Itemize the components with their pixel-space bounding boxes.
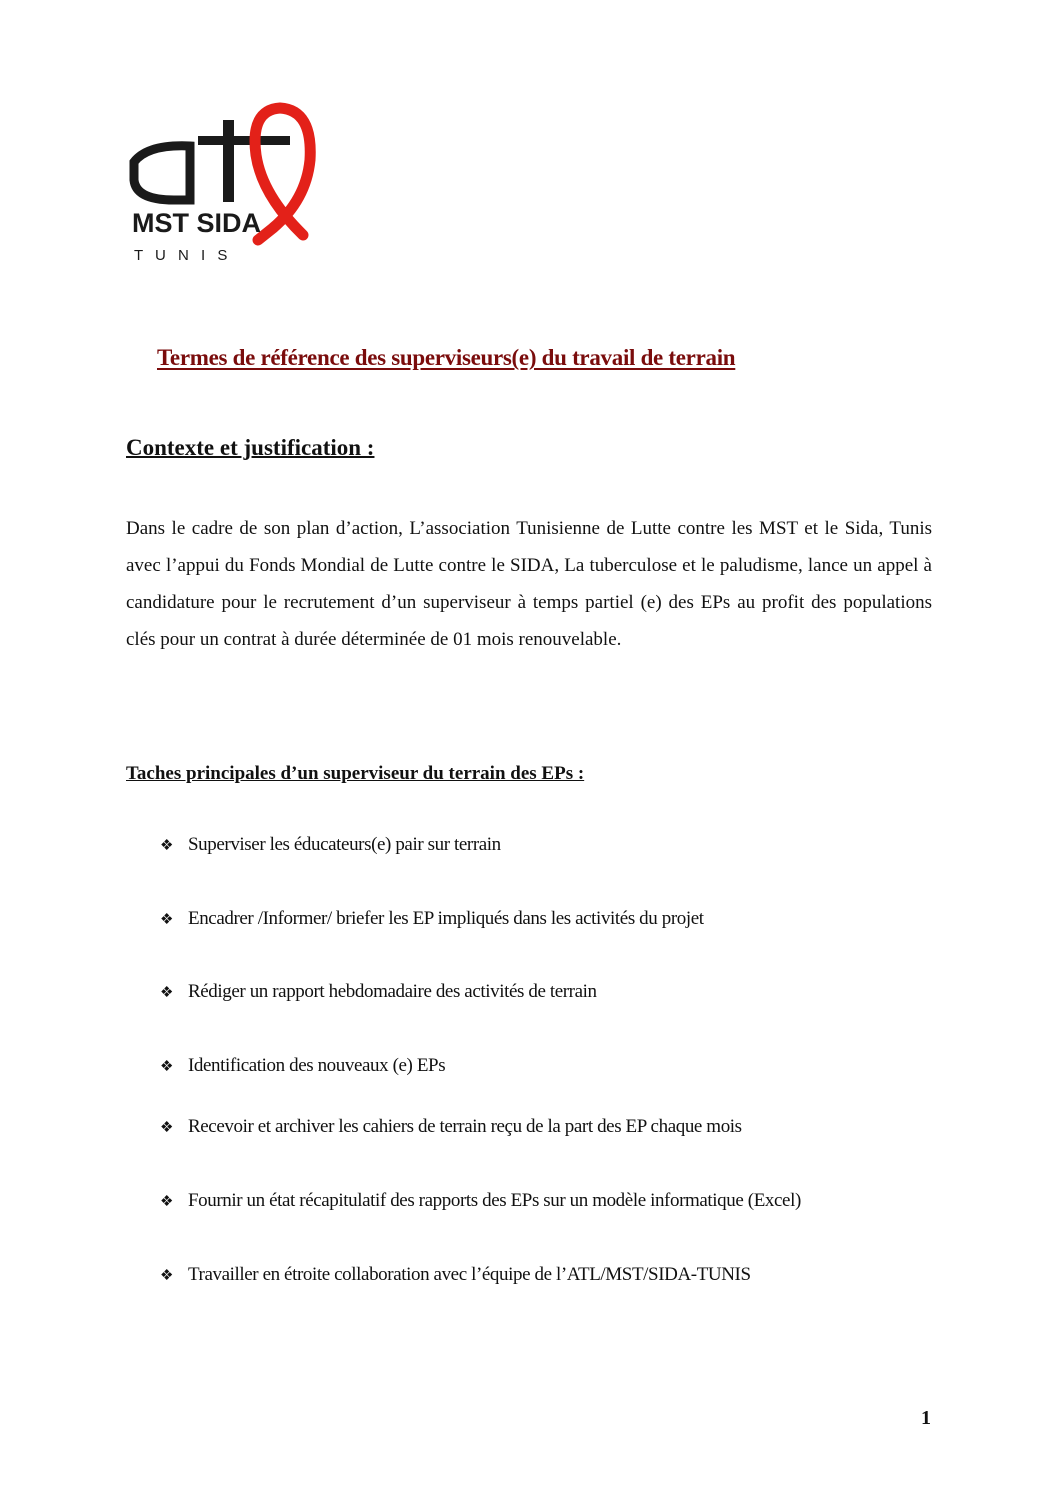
diamond-bullet-icon: ❖ [160, 1194, 174, 1210]
diamond-bullet-icon: ❖ [160, 1268, 174, 1284]
document-title: Termes de référence des superviseurs(e) du travail de terrain [157, 345, 736, 370]
task-item: ❖ Travailler en étroite collaboration avec l’équipe de l’ATL/MST/SIDA-TUNIS [160, 1264, 751, 1285]
section-heading-tasks: Taches principales d’un superviseur du terrain des EPs : [126, 763, 585, 784]
task-item: ❖ Rédiger un rapport hebdomadaire des activités de terrain [160, 981, 597, 1002]
diamond-bullet-icon: ❖ [160, 1120, 174, 1136]
ribbon-logo-icon [128, 100, 338, 270]
context-paragraph: Dans le cadre de son plan d’action, L’association Tunisienne de Lutte contre les MST et le Sida, Tunis avec l’appui du Fonds Mondial de Lutte contre le SIDA, La tuberculose et le paludisme, lance un appel à candidature pour le recrutement d’un superviseur à temps partiel (e) des EPs au profit des populations clés pour un contrat à durée déterminée de 01 mois renouvelable. [126, 518, 932, 650]
atl-logo [128, 100, 338, 270]
diamond-bullet-icon: ❖ [160, 838, 174, 854]
section-heading-context: Contexte et justification : [126, 435, 375, 460]
task-item: ❖ Identification des nouveaux (e) EPs [160, 1055, 446, 1076]
svg-text:T U N I S: T U N I S [134, 247, 232, 264]
diamond-bullet-icon: ❖ [160, 912, 174, 928]
task-item: ❖ Recevoir et archiver les cahiers de terrain reçu de la part des EP chaque mois [160, 1116, 742, 1137]
diamond-bullet-icon: ❖ [160, 985, 174, 1001]
svg-text:MST SIDA: MST SIDA [132, 208, 262, 238]
task-item: ❖ Superviser les éducateurs(e) pair sur terrain [160, 834, 501, 855]
page-number: 1 [921, 1407, 931, 1429]
diamond-bullet-icon: ❖ [160, 1059, 174, 1075]
task-item: ❖ Fournir un état récapitulatif des rapports des EPs sur un modèle informatique (Excel) [160, 1190, 801, 1211]
task-item: ❖ Encadrer /Informer/ briefer les EP impliqués dans les activités du projet [160, 908, 704, 929]
